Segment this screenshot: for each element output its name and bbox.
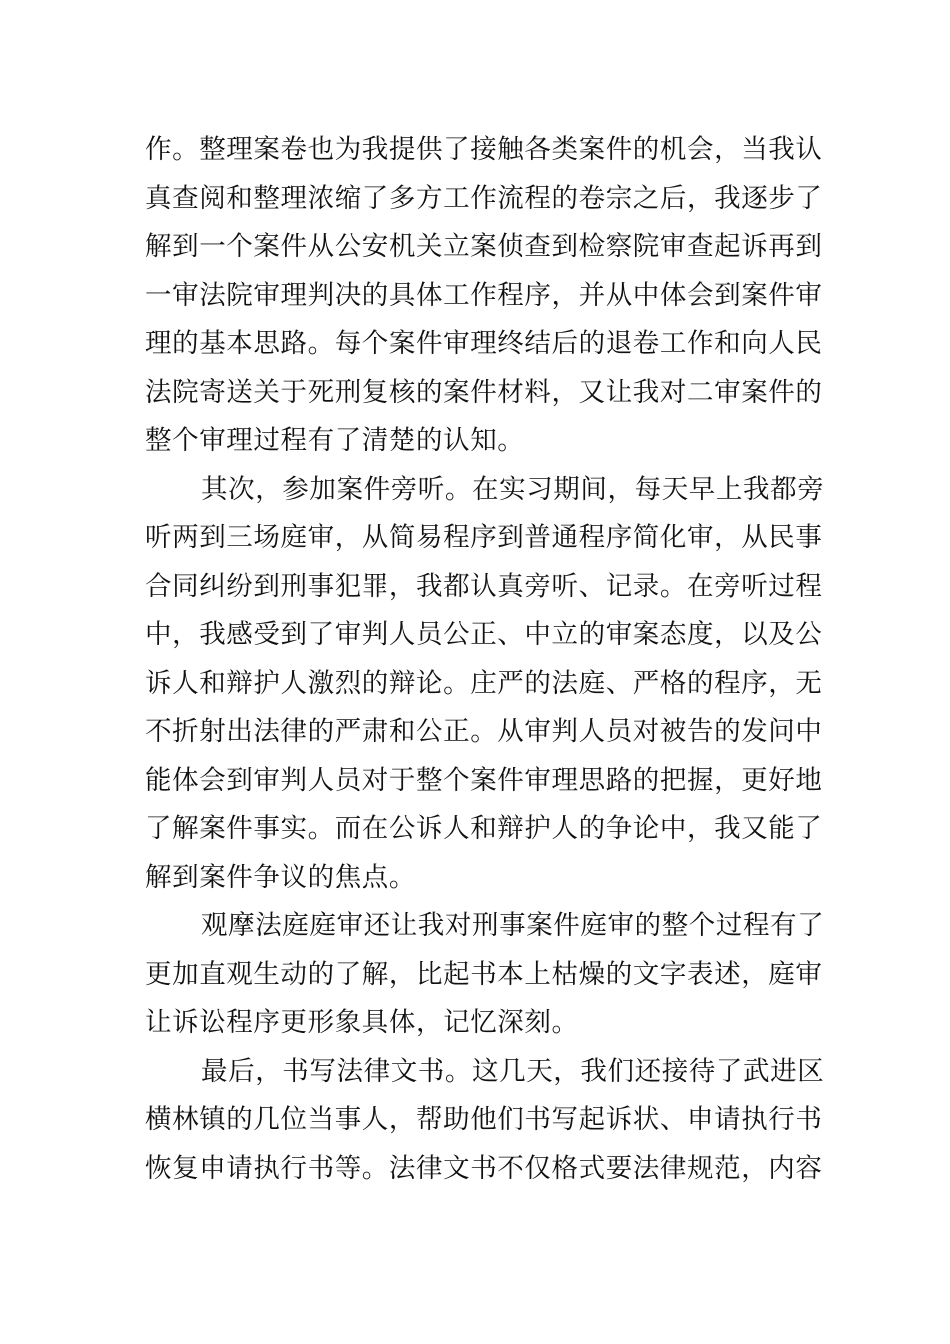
text-line: 作。整理案卷也为我提供了接触各类案件的机会，当我认	[145, 134, 823, 165]
paragraph-start-line: 最后，书写法律文书。这几天，我们还接待了武进区	[201, 1055, 825, 1087]
text-line: 法院寄送关于死刑复核的案件材料，又让我对二审案件的	[145, 376, 823, 408]
text-line: 合同纠纷到刑事犯罪，我都认真旁听、记录。在旁听过程	[145, 570, 823, 602]
paragraph-start-line: 观摩法庭庭审还让我对刑事案件庭审的整个过程有了	[201, 910, 825, 941]
text-line: 中，我感受到了审判人员公正、中立的审案态度，以及公	[145, 619, 823, 650]
text-line: 更加直观生动的了解，比起书本上枯燥的文字表述，庭审	[145, 958, 823, 990]
text-line: 解到一个案件从公安机关立案侦查到检察院审查起诉再到	[145, 231, 823, 262]
text-line: 能体会到审判人员对于整个案件审理思路的把握，更好地	[145, 764, 823, 796]
text-line: 横林镇的几位当事人，帮助他们书写起诉状、申请执行书	[145, 1104, 823, 1135]
text-line: 一审法院审理判决的具体工作程序，并从中体会到案件审	[145, 279, 823, 311]
text-line: 解到案件争议的焦点。	[145, 861, 416, 893]
paragraph-start-line: 其次，参加案件旁听。在实习期间，每天早上我都旁	[201, 473, 825, 505]
text-line: 理的基本思路。每个案件审理终结后的退卷工作和向人民	[145, 328, 823, 359]
text-line: 恢复申请执行书等。法律文书不仅格式要法律规范，内容	[145, 1152, 823, 1184]
text-line: 了解案件事实。而在公诉人和辩护人的争论中，我又能了	[145, 813, 823, 844]
text-line: 不折射出法律的严肃和公正。从审判人员对被告的发问中	[145, 716, 823, 747]
text-line: 整个审理过程有了清楚的认知。	[145, 425, 525, 456]
text-line: 听两到三场庭审，从简易程序到普通程序简化审，从民事	[145, 522, 823, 553]
text-line: 让诉讼程序更形象具体，记忆深刻。	[145, 1007, 579, 1038]
text-line: 真查阅和整理浓缩了多方工作流程的卷宗之后，我逐步了	[145, 182, 823, 214]
body-text	[145, 126, 825, 1193]
text-line: 诉人和辩护人激烈的辩论。庄严的法庭、严格的程序，无	[145, 667, 823, 699]
